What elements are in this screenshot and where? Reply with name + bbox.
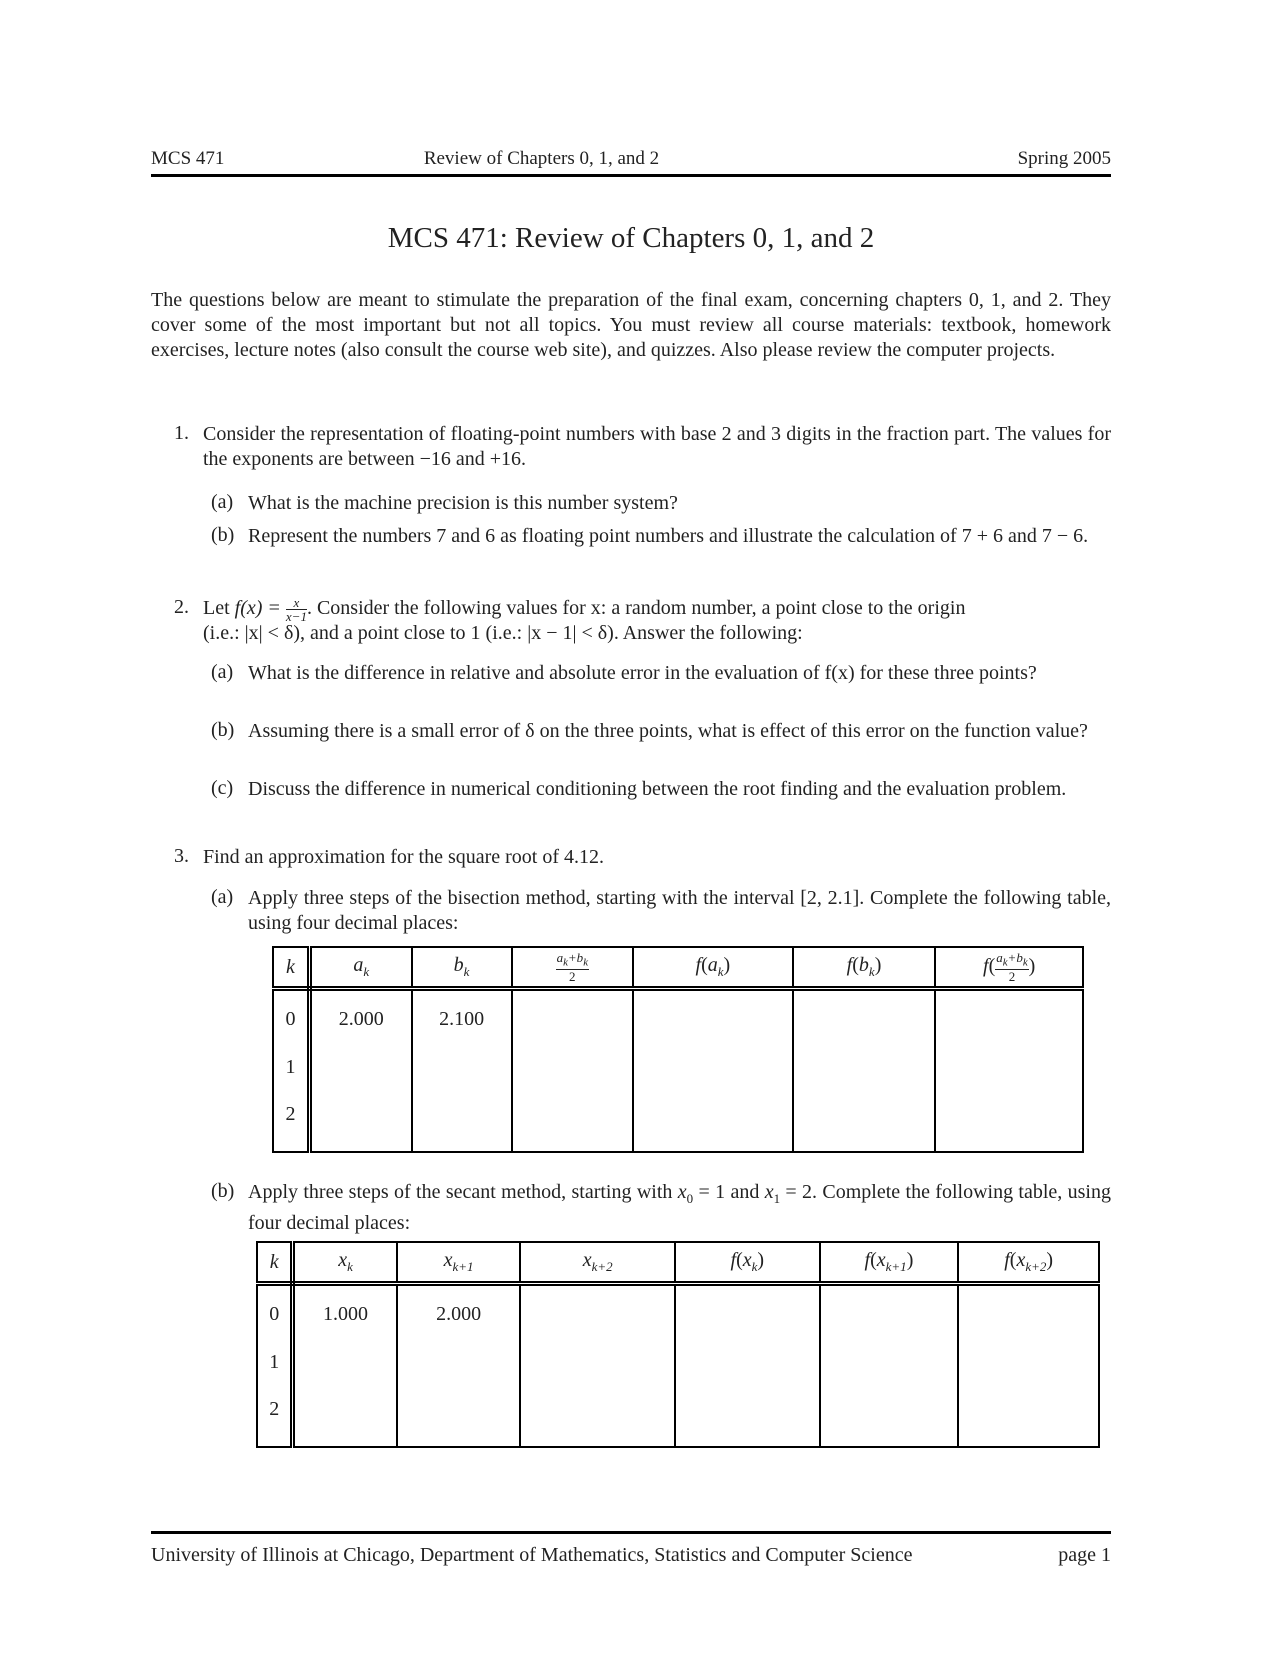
bisection-header-midpoint: $\frac{a_k+b_k}{2}$ <box>512 947 633 989</box>
secant-cell <box>397 1338 521 1386</box>
running-footer <box>151 1544 1111 1567</box>
question-2b-label: (b) <box>211 719 235 741</box>
secant-header-f-xk1: $f(x_{k+1})$ <box>820 1242 959 1284</box>
secant-header-f-xk: $f(x_k)$ <box>675 1242 820 1284</box>
question-2c-text: Discuss the difference in numerical conditioning between the root finding and the evaluation problem. <box>248 778 1067 800</box>
secant-cell <box>820 1338 959 1386</box>
bisection-header-ak: $a_k$ <box>309 947 411 989</box>
page-number: page 1 <box>1058 1544 1111 1566</box>
bisection-cell <box>512 989 633 1044</box>
table-row <box>257 1284 1099 1339</box>
bisection-cell: 2.100 <box>412 989 512 1044</box>
secant-header-xk: $x_k$ <box>293 1242 397 1284</box>
question-3-text: Find an approximation for the square root of 4.12. <box>203 846 605 868</box>
bisection-cell <box>935 1043 1083 1091</box>
question-2-line-1 <box>203 596 1111 623</box>
secant-cell: 2 <box>257 1386 293 1447</box>
footer-institution: University of Illinois at Chicago, Department of Mathematics, Statistics and Computer Science <box>151 1544 913 1566</box>
table-row <box>257 1386 1099 1447</box>
secant-cell <box>675 1284 820 1339</box>
bisection-table <box>272 946 1084 1153</box>
secant-cell: 1.000 <box>293 1284 397 1339</box>
secant-cell: 0 <box>257 1284 293 1339</box>
table-row <box>273 1091 1083 1152</box>
bisection-header-row <box>273 947 1083 989</box>
bisection-cell <box>512 1043 633 1091</box>
bisection-cell <box>412 1043 512 1091</box>
bisection-header-f-ak: $f(a_k)$ <box>633 947 793 989</box>
secant-header-xk1: $x_{k+1}$ <box>397 1242 521 1284</box>
secant-cell: 2.000 <box>397 1284 521 1339</box>
secant-cell <box>293 1338 397 1386</box>
secant-cell <box>293 1386 397 1447</box>
bisection-cell <box>512 1091 633 1152</box>
secant-cell <box>520 1284 675 1339</box>
footer-rule <box>151 1531 1111 1534</box>
secant-cell <box>520 1386 675 1447</box>
bisection-cell <box>793 1091 936 1152</box>
header-rule <box>151 174 1111 177</box>
bisection-cell <box>793 1043 936 1091</box>
question-3a-label: (a) <box>211 886 234 908</box>
bisection-cell <box>633 1091 793 1152</box>
table-row <box>257 1338 1099 1386</box>
question-1b-label: (b) <box>211 524 235 546</box>
question-1a-text: What is the machine precision is this number system? <box>248 492 678 514</box>
secant-cell <box>958 1338 1099 1386</box>
bisection-cell <box>309 1043 411 1091</box>
question-2-line-1-rest: . Consider the following values for x: a random number, a point close to the origin <box>306 597 966 620</box>
question-2b-text: Assuming there is a small error of δ on the three points, what is effect of this error on the function value? <box>248 720 1088 742</box>
question-3a-text: Apply three steps of the bisection method, starting with the interval [2, 2.1]. Complete the following table, using four decimal places: <box>248 887 1111 934</box>
secant-cell <box>675 1338 820 1386</box>
secant-cell <box>820 1284 959 1339</box>
question-2-number: 2. <box>174 596 189 618</box>
secant-header-k: k <box>257 1242 293 1284</box>
question-2a-text: What is the difference in relative and absolute error in the evaluation of f(x) for these three points? <box>248 662 1037 684</box>
bisection-cell: 1 <box>273 1043 309 1091</box>
bisection-cell <box>633 989 793 1044</box>
bisection-cell: 2.000 <box>309 989 411 1044</box>
question-1b-text: Represent the numbers 7 and 6 as floating point numbers and illustrate the calculation of 7 + 6 and 7 − 6. <box>248 525 1089 547</box>
question-2-fx: f(x) = <box>234 597 281 620</box>
secant-cell <box>958 1284 1099 1339</box>
secant-header-f-xk2: $f(x_{k+2})$ <box>958 1242 1099 1284</box>
intro-paragraph: The questions below are meant to stimulate the preparation of the final exam, concerning chapters 0, 1, and 2. They cover some of the most important but not all topics. You must review all course materials: textbook, homework exercises, lecture notes (also consult the course web site), and quizzes. Also please review the computer projects. <box>151 289 1111 361</box>
question-2-fraction: $\frac{x}{x-1}$ <box>285 595 307 624</box>
bisection-header-k: k <box>273 947 309 989</box>
secant-header-xk2: $x_{k+2}$ <box>520 1242 675 1284</box>
secant-cell: 1 <box>257 1338 293 1386</box>
bisection-header-bk: $b_k$ <box>412 947 512 989</box>
secant-cell <box>675 1386 820 1447</box>
question-3b-text: Apply three steps of the secant method, starting with $x_0 = 1$ and $x_1 = 2$. Complete the following table, using four decimal places: <box>248 1181 1111 1234</box>
table-row <box>273 1043 1083 1091</box>
bisection-cell <box>309 1091 411 1152</box>
secant-table <box>256 1241 1100 1448</box>
question-1a-label: (a) <box>211 491 234 513</box>
bisection-cell <box>633 1043 793 1091</box>
bisection-header-f-bk: $f(b_k)$ <box>793 947 936 989</box>
secant-cell <box>520 1338 675 1386</box>
bisection-cell <box>412 1091 512 1152</box>
header-topic: Review of Chapters 0, 1, and 2 <box>423 148 660 169</box>
bisection-cell <box>793 989 936 1044</box>
question-1-number: 1. <box>174 422 189 444</box>
question-2-let: Let <box>203 597 230 620</box>
header-term: Spring 2005 <box>1017 148 1111 169</box>
header-course: MCS 471 <box>151 148 225 169</box>
secant-cell <box>958 1386 1099 1447</box>
bisection-cell <box>935 989 1083 1044</box>
question-3b-label: (b) <box>211 1180 235 1202</box>
page-title: MCS 471: Review of Chapters 0, 1, and 2 <box>387 222 875 254</box>
question-2-line-2: (i.e.: |x| < δ), and a point close to 1 (i.e.: |x − 1| < δ). Answer the following: <box>203 622 803 644</box>
question-2a-label: (a) <box>211 661 234 683</box>
bisection-cell: 2 <box>273 1091 309 1152</box>
bisection-header-f-midpoint: f( $\frac{a_k+b_k}{2}$ ) <box>935 947 1083 989</box>
secant-header-row <box>257 1242 1099 1284</box>
bisection-cell <box>935 1091 1083 1152</box>
question-2c-label: (c) <box>211 777 234 799</box>
question-1-text: Consider the representation of floating-point numbers with base 2 and 3 digits in the fraction part. The values for the exponents are between −16 and +16. <box>203 423 1111 470</box>
bisection-cell: 0 <box>273 989 309 1044</box>
table-row <box>273 989 1083 1044</box>
secant-cell <box>820 1386 959 1447</box>
secant-cell <box>397 1386 521 1447</box>
question-3-number: 3. <box>174 845 189 867</box>
